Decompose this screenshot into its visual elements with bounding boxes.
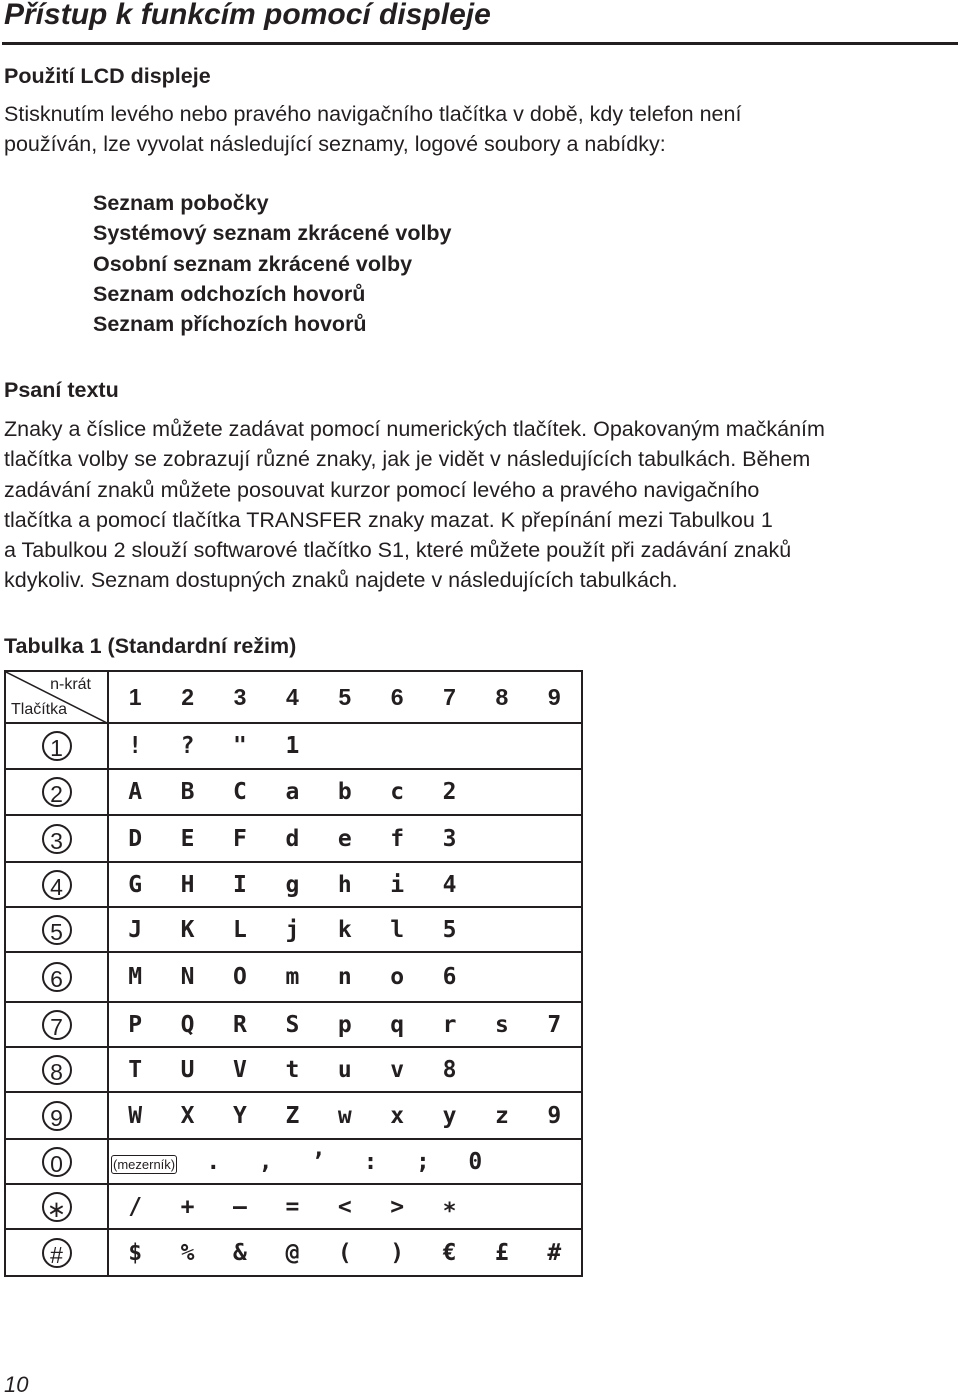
intro-line: Stisknutím levého nebo pravého navigačního tlačítka v době, kdy telefon není [4,102,742,126]
char-cell: V [233,1056,247,1083]
section-heading-lcd: Použití LCD displeje [4,64,211,88]
char-cell: — [233,1193,247,1220]
char-cell: 2 [442,779,457,805]
char-cell: x [390,1102,405,1129]
char-cell: G [128,871,143,898]
table-row [5,769,582,815]
char-cell: ( [337,1239,352,1266]
key-cell [5,1092,108,1139]
char-cell: U [180,1056,195,1083]
char-cell: T [128,1056,143,1083]
key-9-icon: 9 [42,1101,72,1131]
char-cell: £ [495,1239,509,1266]
chars-cell [108,907,582,952]
char-cell: Y [233,1102,247,1129]
chars-sequence [109,1240,581,1266]
key-2-icon: 2 [42,777,72,807]
key-cell [5,907,108,952]
char-cell: E [180,825,195,852]
char-cell: = [285,1193,300,1220]
table-row [5,907,582,952]
key-cell [5,1047,108,1092]
char-cell: > [390,1193,405,1220]
chars-cell [108,815,582,862]
char-cell: S [285,1011,300,1038]
key-cell [5,723,108,769]
char-cell: 0 [468,1148,483,1175]
char-cell: ! [128,733,143,759]
chars-cell [108,1139,582,1184]
column-header: 3 [233,683,247,710]
chars-sequence [109,826,581,852]
key-cell [5,1002,108,1047]
paragraph-line: Znaky a číslice můžete zadávat pomocí numerických tlačítek. Opakovaným mačkáním [4,417,825,441]
char-cell: + [180,1193,195,1220]
title-rule [2,42,958,45]
corner-label-keys: Tlačítka [11,701,68,718]
char-cell: k [337,916,352,943]
char-cell: u [337,1056,352,1083]
column-header-cell [108,671,582,723]
char-cell: : [363,1148,378,1175]
char-cell: n [337,964,352,990]
table-body [5,723,582,1276]
table-row [5,723,582,769]
char-cell: X [180,1102,195,1129]
char-cell: & [233,1239,247,1266]
column-header: 8 [495,683,509,710]
char-cell: < [337,1193,352,1220]
intro-paragraph [4,99,741,160]
key-cell [5,1184,108,1229]
text-entry-paragraph [4,414,825,596]
column-header: 9 [547,683,561,710]
page-number: 10 [4,1372,29,1397]
column-header: 1 [128,683,142,710]
key-hash-icon: # [42,1238,72,1268]
column-header: 5 [338,683,352,710]
char-cell: 8 [442,1056,457,1083]
char-cell: ) [390,1239,405,1266]
char-cell: 1 [285,733,300,759]
chars-cell [108,723,582,769]
key-1-icon: 1 [42,731,72,761]
key-cell [5,1229,108,1276]
char-cell: K [180,916,195,943]
key-star-icon: ∗ [42,1192,72,1222]
char-cell: C [233,779,247,805]
char-cell: r [442,1011,457,1038]
chars-cell [108,1229,582,1276]
char-cell: . [206,1148,221,1175]
char-cell: b [337,779,352,805]
char-cell: f [390,825,405,852]
char-cell: @ [285,1239,300,1266]
key-6-icon: 6 [42,962,72,992]
char-cell: w [337,1102,352,1129]
char-cell: y [442,1102,457,1129]
chars-cell [108,1002,582,1047]
chars-sequence [109,872,581,898]
table-row [5,1047,582,1092]
table-row [5,1184,582,1229]
table-row [5,862,582,907]
char-cell: H [180,871,195,898]
char-cell: W [128,1102,143,1129]
char-cell: $ [128,1239,143,1266]
table-row [5,1002,582,1047]
list-item: Seznam odchozích hovorů [93,281,366,306]
char-cell: s [495,1011,509,1038]
char-cell: , [258,1148,273,1175]
chars-cell [108,1047,582,1092]
char-cell: R [233,1011,247,1038]
char-cell: 6 [442,964,457,990]
column-header: 6 [390,683,404,710]
table-row [5,1092,582,1139]
key-cell [5,815,108,862]
chars-cell [108,952,582,1002]
page-title: Přístup k funkcím pomocí displeje [4,0,491,31]
char-cell: # [547,1239,562,1266]
key-0-icon: 0 [42,1147,72,1177]
char-cell: % [180,1239,195,1266]
char-cell: i [390,871,405,898]
key-cell [5,952,108,1002]
char-cell: J [128,916,143,943]
chars-sequence [109,1149,581,1175]
char-cell: / [128,1193,143,1220]
char-cell: l [390,916,405,943]
char-cell: O [233,964,247,990]
char-cell: m [285,964,300,990]
char-cell: € [442,1239,457,1266]
char-cell: A [128,779,143,805]
chars-sequence [109,964,581,990]
char-cell: " [233,733,247,759]
char-cell: 4 [442,871,457,898]
chars-cell [108,1184,582,1229]
chars-sequence [109,1057,581,1083]
chars-cell [108,769,582,815]
char-cell: I [233,871,247,898]
key-cell [5,1139,108,1184]
char-cell: v [390,1056,405,1083]
char-cell: Q [180,1011,195,1038]
char-cell: j [285,916,300,943]
key-cell [5,769,108,815]
key-4-icon: 4 [42,870,72,900]
char-cell: 7 [547,1011,562,1038]
char-cell: 5 [442,916,457,943]
char-cell: D [128,825,143,852]
char-cell: z [495,1102,509,1129]
char-cell: h [337,871,352,898]
section-heading-text-entry: Psaní textu [4,378,119,402]
column-headers [109,684,581,711]
intro-line: používán, lze vyvolat následující seznamy, logové soubory a nabídky: [4,132,666,157]
column-header: 4 [285,683,299,710]
table-row [5,1229,582,1276]
char-cell: q [390,1011,405,1038]
table-corner-cell [5,671,108,723]
char-cell: B [180,779,195,805]
char-cell: 9 [547,1102,562,1129]
char-cell: d [285,825,300,852]
char-cell: g [285,871,300,898]
character-table [4,670,583,1277]
chars-sequence [109,1194,581,1220]
corner-label-n-times: n-krát [50,676,91,693]
char-cell: P [128,1011,143,1038]
char-cell: ? [180,733,195,759]
column-header: 2 [181,683,194,710]
char-cell: Z [285,1102,300,1129]
char-cell: e [337,825,352,852]
list-item: Seznam pobočky [93,191,269,215]
chars-cell [108,1092,582,1139]
char-cell: L [233,916,247,943]
char-cell: F [233,825,247,852]
paragraph-line: a Tabulkou 2 slouží softwarové tlačítko S1, které můžete použít při zadávání znaků [4,538,792,563]
char-cell: M [128,964,143,990]
chars-sequence [109,1012,581,1038]
char-cell: ; [415,1148,430,1175]
paragraph-line: kdykoliv. Seznam dostupných znaků najdete v následujících tabulkách. [4,568,678,593]
char-cell: N [180,964,195,990]
chars-cell [108,862,582,907]
paragraph-line: tlačítka volby se zobrazují různé znaky, jak je vidět v následujících tabulkách. Během [4,447,811,472]
char-cell: p [337,1011,352,1038]
paragraph-line: tlačítka a pomocí tlačítka TRANSFER znaky mazat. K přepínání mezi Tabulkou 1 [4,507,773,532]
key-cell [5,862,108,907]
chars-sequence [109,1103,581,1129]
feature-list [93,188,452,339]
char-cell: ’ [311,1148,326,1175]
char-cell: 3 [442,825,457,852]
key-5-icon: 5 [42,915,72,945]
key-7-icon: 7 [42,1010,72,1040]
table-caption: Tabulka 1 (Standardní režim) [4,634,297,658]
char-cell: t [285,1056,300,1083]
column-header: 7 [443,683,456,710]
key-3-icon: 3 [42,824,72,854]
table-row [5,1139,582,1184]
chars-sequence [109,917,581,943]
char-cell: ∗ [442,1193,457,1220]
list-item: Seznam příchozích hovorů [93,312,367,337]
space-label: (mezerník) [113,1156,176,1172]
list-item: Systémový seznam zkrácené volby [93,221,452,246]
key-8-icon: 8 [42,1055,72,1085]
table-row [5,815,582,862]
chars-sequence [109,733,581,759]
char-cell: o [390,964,405,990]
paragraph-line: zadávání znaků můžete posouvat kurzor pomocí levého a pravého navigačního [4,477,760,502]
list-item: Osobní seznam zkrácené volby [93,251,413,276]
char-cell: a [285,779,300,805]
table-row [5,952,582,1002]
char-cell: c [390,779,405,805]
chars-sequence [109,779,581,805]
